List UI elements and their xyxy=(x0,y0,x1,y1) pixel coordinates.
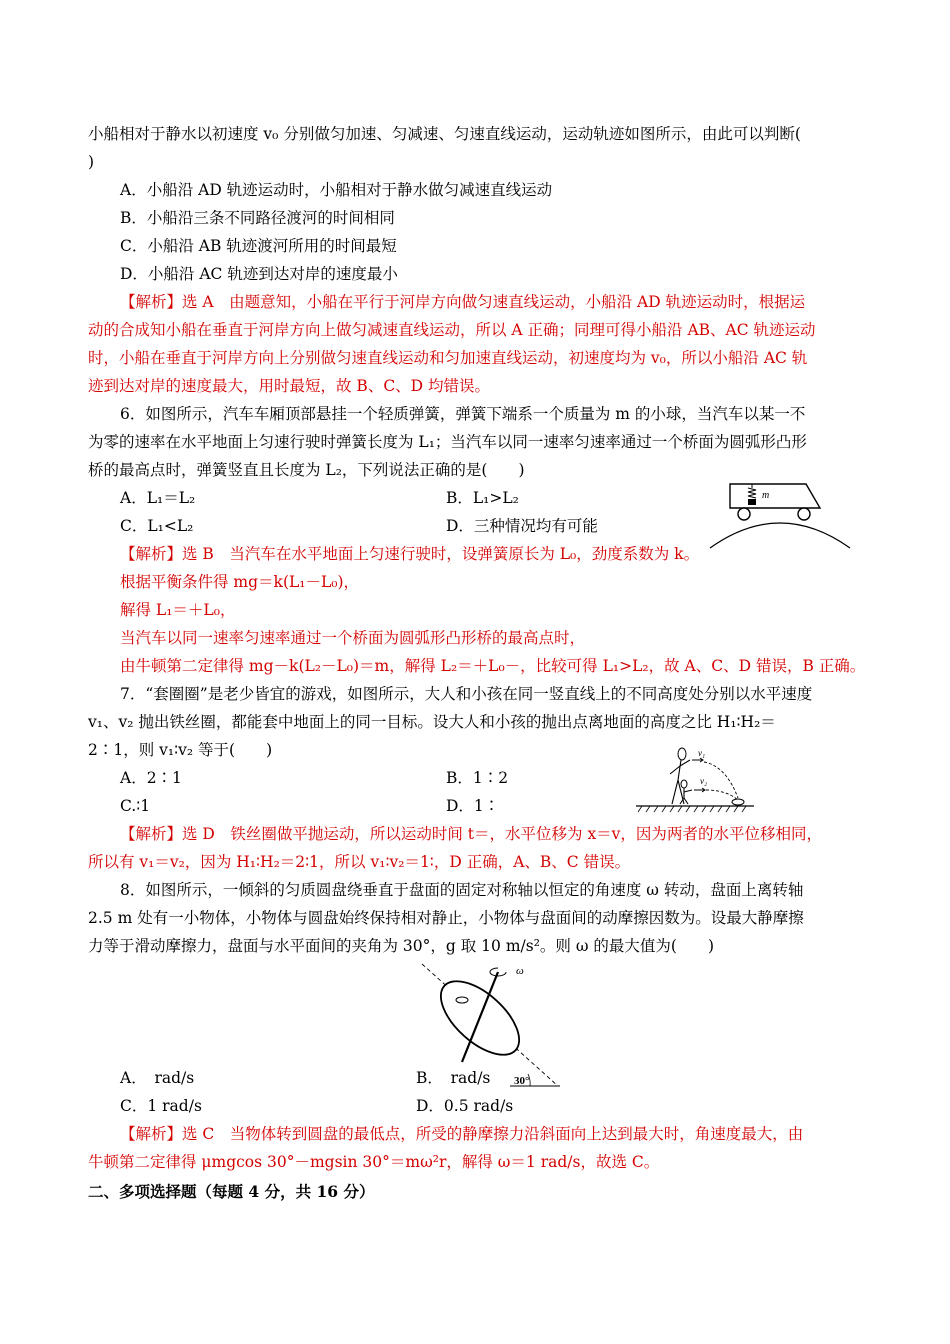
q8-option-b: B． rad/s xyxy=(416,1069,491,1087)
q7-option-a: A．2∶1 xyxy=(120,769,182,787)
q6-analysis-line: 由牛顿第二定律得 mg－k(L₂－L₀)＝m，解得 L₂＝＋L₀－，比较可得 L₁>L₂，故 A、C、D 错误，B 正确。 xyxy=(120,657,866,675)
q5-analysis-line: 动的合成知小船在垂直于河岸方向上做匀减速直线运动，所以 A 正确；同理可得小船沿 AB、AC 轨迹运动 xyxy=(88,321,816,339)
ring-toss-figure xyxy=(634,746,756,814)
front-wheel-icon xyxy=(738,508,750,520)
q6-analysis-line: 根据平衡条件得 mg＝k(L₁－L₀)， xyxy=(120,573,360,591)
small-object-icon xyxy=(456,997,468,1003)
section-heading: 二、多项选择题（每题 4 分，共 16 分） xyxy=(88,1182,375,1201)
q7-analysis-line: 【解析】选 D 铁丝圈做平抛运动，所以运动时间 t＝，水平位移为 x＝v，因为两者的水平位移相同， xyxy=(120,825,822,843)
q7-option-d: D．1∶ xyxy=(446,797,500,815)
q8-stem-line: 力等于滑动摩擦力，盘面与水平面间的夹角为 30°，g 取 10 m/s²。则 ω 的最大值为( ) xyxy=(88,937,715,955)
q6-option-d: D．三种情况均有可能 xyxy=(446,517,598,535)
q7-analysis-line: 所以有 v₁＝v₂，因为 H₁∶H₂＝2∶1，所以 v₁∶v₂＝1∶，D 正确，A、B、C 错误。 xyxy=(88,853,631,871)
q6-analysis-line: 当汽车以同一速率匀速率通过一个桥面为圆弧形凸形桥的最高点时， xyxy=(120,629,586,647)
q6-option-c: C．L₁<L₂ xyxy=(120,517,194,535)
q8-option-c: C．1 rad/s xyxy=(120,1097,202,1115)
trajectory-2 xyxy=(706,790,738,800)
q7-option-c: C.∶1 xyxy=(120,797,151,815)
omega-label: ω xyxy=(516,965,524,977)
mass-label: m xyxy=(762,490,770,501)
q5-option-b: B．小船沿三条不同路径渡河的时间相同 xyxy=(120,209,395,227)
car-body xyxy=(730,484,820,508)
q7-stem-line: 2∶1，则 v₁∶v₂ 等于( ) xyxy=(88,741,273,759)
trajectory-1 xyxy=(704,762,738,798)
q7-stem-line: 7．“套圈圈”是老少皆宜的游戏，如图所示，大人和小孩在同一竖直线上的不同高度处分别以水平速度 xyxy=(120,685,813,703)
q5-option-a: A．小船沿 AD 轨迹运动时，小船相对于静水做匀减速直线运动 xyxy=(120,181,553,199)
q8-analysis-line: 【解析】选 C 当物体转到圆盘的最低点，所受的静摩擦力沿斜面向上达到最大时，角速度最大，由 xyxy=(120,1125,804,1143)
q7-option-b: B．1∶2 xyxy=(446,769,509,787)
v2-label: v₂ xyxy=(700,776,708,786)
q5-option-d: D．小船沿 AC 轨迹到达对岸的速度最小 xyxy=(120,265,398,283)
rear-wheel-icon xyxy=(798,508,810,520)
adult-head-icon xyxy=(678,748,686,760)
q5-stem-line: ) xyxy=(88,153,95,171)
q8-stem-line: 2.5 m 处有一小物体，小物体与圆盘始终保持相对静止，小物体与盘面间的动摩擦因数为。设最大静摩擦 xyxy=(88,909,804,927)
q6-analysis-line: 解得 L₁＝＋L₀， xyxy=(120,601,236,619)
child-head-icon xyxy=(681,780,687,788)
q8-option-a: A． rad/s xyxy=(120,1069,195,1087)
q6-stem-line: 为零的速率在水平地面上匀速行驶时弹簧长度为 L₁；当汽车以同一速率匀速率通过一个桥面为圆弧形凸形 xyxy=(88,433,807,451)
q6-option-a: A．L₁＝L₂ xyxy=(120,489,196,507)
ball-mass xyxy=(748,499,756,505)
q8-option-d: D．0.5 rad/s xyxy=(416,1097,514,1115)
ground-hatch xyxy=(638,806,746,812)
v1-label: v₁ xyxy=(698,748,706,758)
q7-stem-line: v₁、v₂ 抛出铁丝圈，都能套中地面上的同一目标。设大人和小孩的抛出点离地面的高度之比 H₁∶H₂＝ xyxy=(88,713,776,731)
q6-option-b: B．L₁>L₂ xyxy=(446,489,519,507)
angle-label: 30° xyxy=(514,1075,530,1087)
q5-stem-line: 小船相对于静水以初速度 v₀ 分别做匀加速、匀减速、匀速直线运动，运动轨迹如图所示，由此可以判断( xyxy=(88,125,801,143)
q8-analysis-line: 牛顿第二定律得 μmgcos 30°－mgsin 30°＝mω²r，解得 ω＝1 rad/s，故选 C。 xyxy=(88,1153,660,1171)
q8-stem-line: 8．如图所示，一倾斜的匀质圆盘绕垂直于盘面的固定对称轴以恒定的角速度 ω 转动，盘面上离转轴 xyxy=(120,881,804,899)
q6-stem-line: 6．如图所示，汽车车厢顶部悬挂一个轻质弹簧，弹簧下端系一个质量为 m 的小球，当汽车以某一不 xyxy=(120,405,806,423)
q5-option-c: C．小船沿 AB 轨迹渡河所用的时间最短 xyxy=(120,237,397,255)
q6-analysis-line: 【解析】选 B 当汽车在水平地面上匀速行驶时，设弹簧原长为 L₀，劲度系数为 k。 xyxy=(120,545,700,563)
q5-analysis-line: 时，小船在垂直于河岸方向上分别做匀速直线运动和匀加速直线运动，初速度均为 v₀，所以小船沿 AC 轨 xyxy=(88,349,808,367)
q6-stem-line: 桥的最高点时，弹簧竖直且长度为 L₂，下列说法正确的是( ) xyxy=(88,461,525,479)
q5-analysis-line: 【解析】选 A 由题意知，小船在平行于河岸方向做匀速直线运动，小船沿 AD 轨迹运动时，根据运 xyxy=(120,293,806,311)
q5-analysis-line: 迹到达对岸的速度最大，用时最短，故 B、C、D 均错误。 xyxy=(88,377,491,395)
target-icon xyxy=(732,799,744,805)
